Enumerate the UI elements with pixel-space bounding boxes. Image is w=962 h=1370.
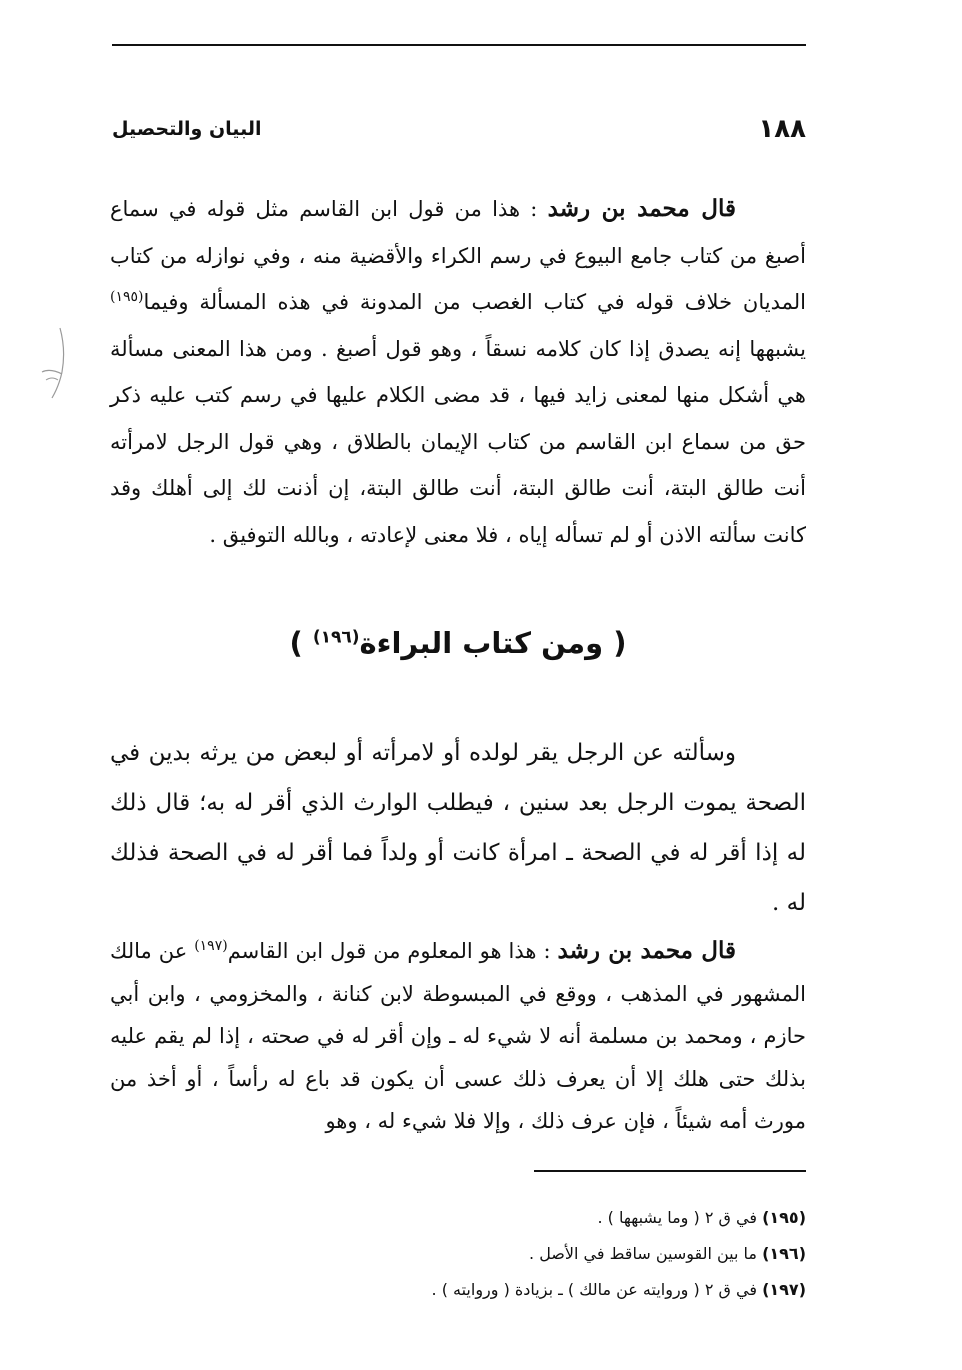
section-heading-close: ) <box>289 626 313 660</box>
section-heading-text: ( ومن كتاب البراءة <box>359 626 627 660</box>
commentary-paragraph-2 <box>110 930 806 1143</box>
footnote-text: في ق ٢ ( وما يشبهها ) . <box>597 1208 763 1227</box>
speaker-label: قال محمد بن رشد <box>547 195 737 222</box>
footnote-reference[interactable]: (١٩٧) <box>194 938 228 954</box>
commentary-paragraph-1 <box>110 186 806 558</box>
footnote-text: في ق ٢ ( وروايته عن مالك ) ـ بزيادة ( وروايته ) . <box>431 1280 763 1299</box>
paragraph-text: عن مالك المشهور في المذهب ، ووقع في المبسوطة لابن كنانة ، والمخزومي ، وابن أبي حازم ، ومحمد بن مسلمة أنه لا شيء له ـ وإن أقر له في صحته ، إذا لم يقم عليه بذلك حتى هلك إلا أن يعرف ذلك عسى أن يكون قد باع له رأساً ، أو أخذ من مورث أمه شيئاً ، فإن عرف ذلك ، وإلا فلا شيء له ، وهو <box>110 939 806 1133</box>
footnote-reference[interactable]: (١٩٦) <box>312 627 360 648</box>
footnote-number: (١٩٧) <box>762 1280 806 1299</box>
question-paragraph <box>110 728 806 928</box>
footnotes-list <box>110 1200 806 1308</box>
handwritten-margin-mark-icon <box>22 320 82 410</box>
footnote-reference[interactable]: (١٩٥) <box>110 289 144 305</box>
footnote-divider <box>534 1170 806 1172</box>
paragraph-text: يشبهها إنه يصدق إذا كان كلامه نسقاً ، وهو قول أصبغ . ومن هذا المعنى مسألة هي أشكل منها لمعنى زايد فيها ، قد مضى الكلام عليها في رسم كتب عليه ذكر حق من سماع ابن القاسم من كتاب الإيمان بالطلاق ، وهي قول الرجل لامرأته أنت طالق البتة، أنت طالق البتة، أنت طالق البتة، إن أذنت لك إلى أهلك وقد كانت سألته الاذن أو لم تسأله إياه ، فلا معنى لإعادته ، وبالله التوفيق . <box>110 336 806 547</box>
footnote-item <box>110 1272 806 1308</box>
speaker-label: قال محمد بن رشد <box>557 937 736 964</box>
footnote-item <box>110 1236 806 1272</box>
paragraph-text: : هذا هو المعلوم من قول ابن القاسم <box>227 939 558 963</box>
footnote-number: (١٩٦) <box>762 1244 806 1263</box>
page-number: ١٨٨ <box>758 114 806 144</box>
header-divider <box>112 44 806 46</box>
footnote-item <box>110 1200 806 1236</box>
paragraph-text: وسألته عن الرجل يقر لولده أو لامرأته أو لبعض من يرثه بدين في الصحة يموت الرجل بعد سنين ، فيطلب الوارث الذي أقر له به؛ قال ذلك له إذا أقر له في الصحة ـ امرأة كانت أو ولداً فما أقر له في الصحة فذلك له . <box>110 740 806 916</box>
running-header <box>112 112 806 152</box>
footnote-text: ما بين القوسين ساقط في الأصل . <box>529 1244 763 1263</box>
section-heading <box>110 626 806 660</box>
running-title: البيان والتحصيل <box>112 118 262 140</box>
footnote-number: (١٩٥) <box>762 1208 806 1227</box>
paragraph-text: : هذا من قول ابن القاسم مثل قوله في سماع أصبغ من كتاب جامع البيوع في رسم الكراء والأقضية منه ، وفي نوازله من كتاب المديان خلاف قوله في كتاب الغصب من المدونة في هذه المسألة وفيما <box>110 197 806 314</box>
